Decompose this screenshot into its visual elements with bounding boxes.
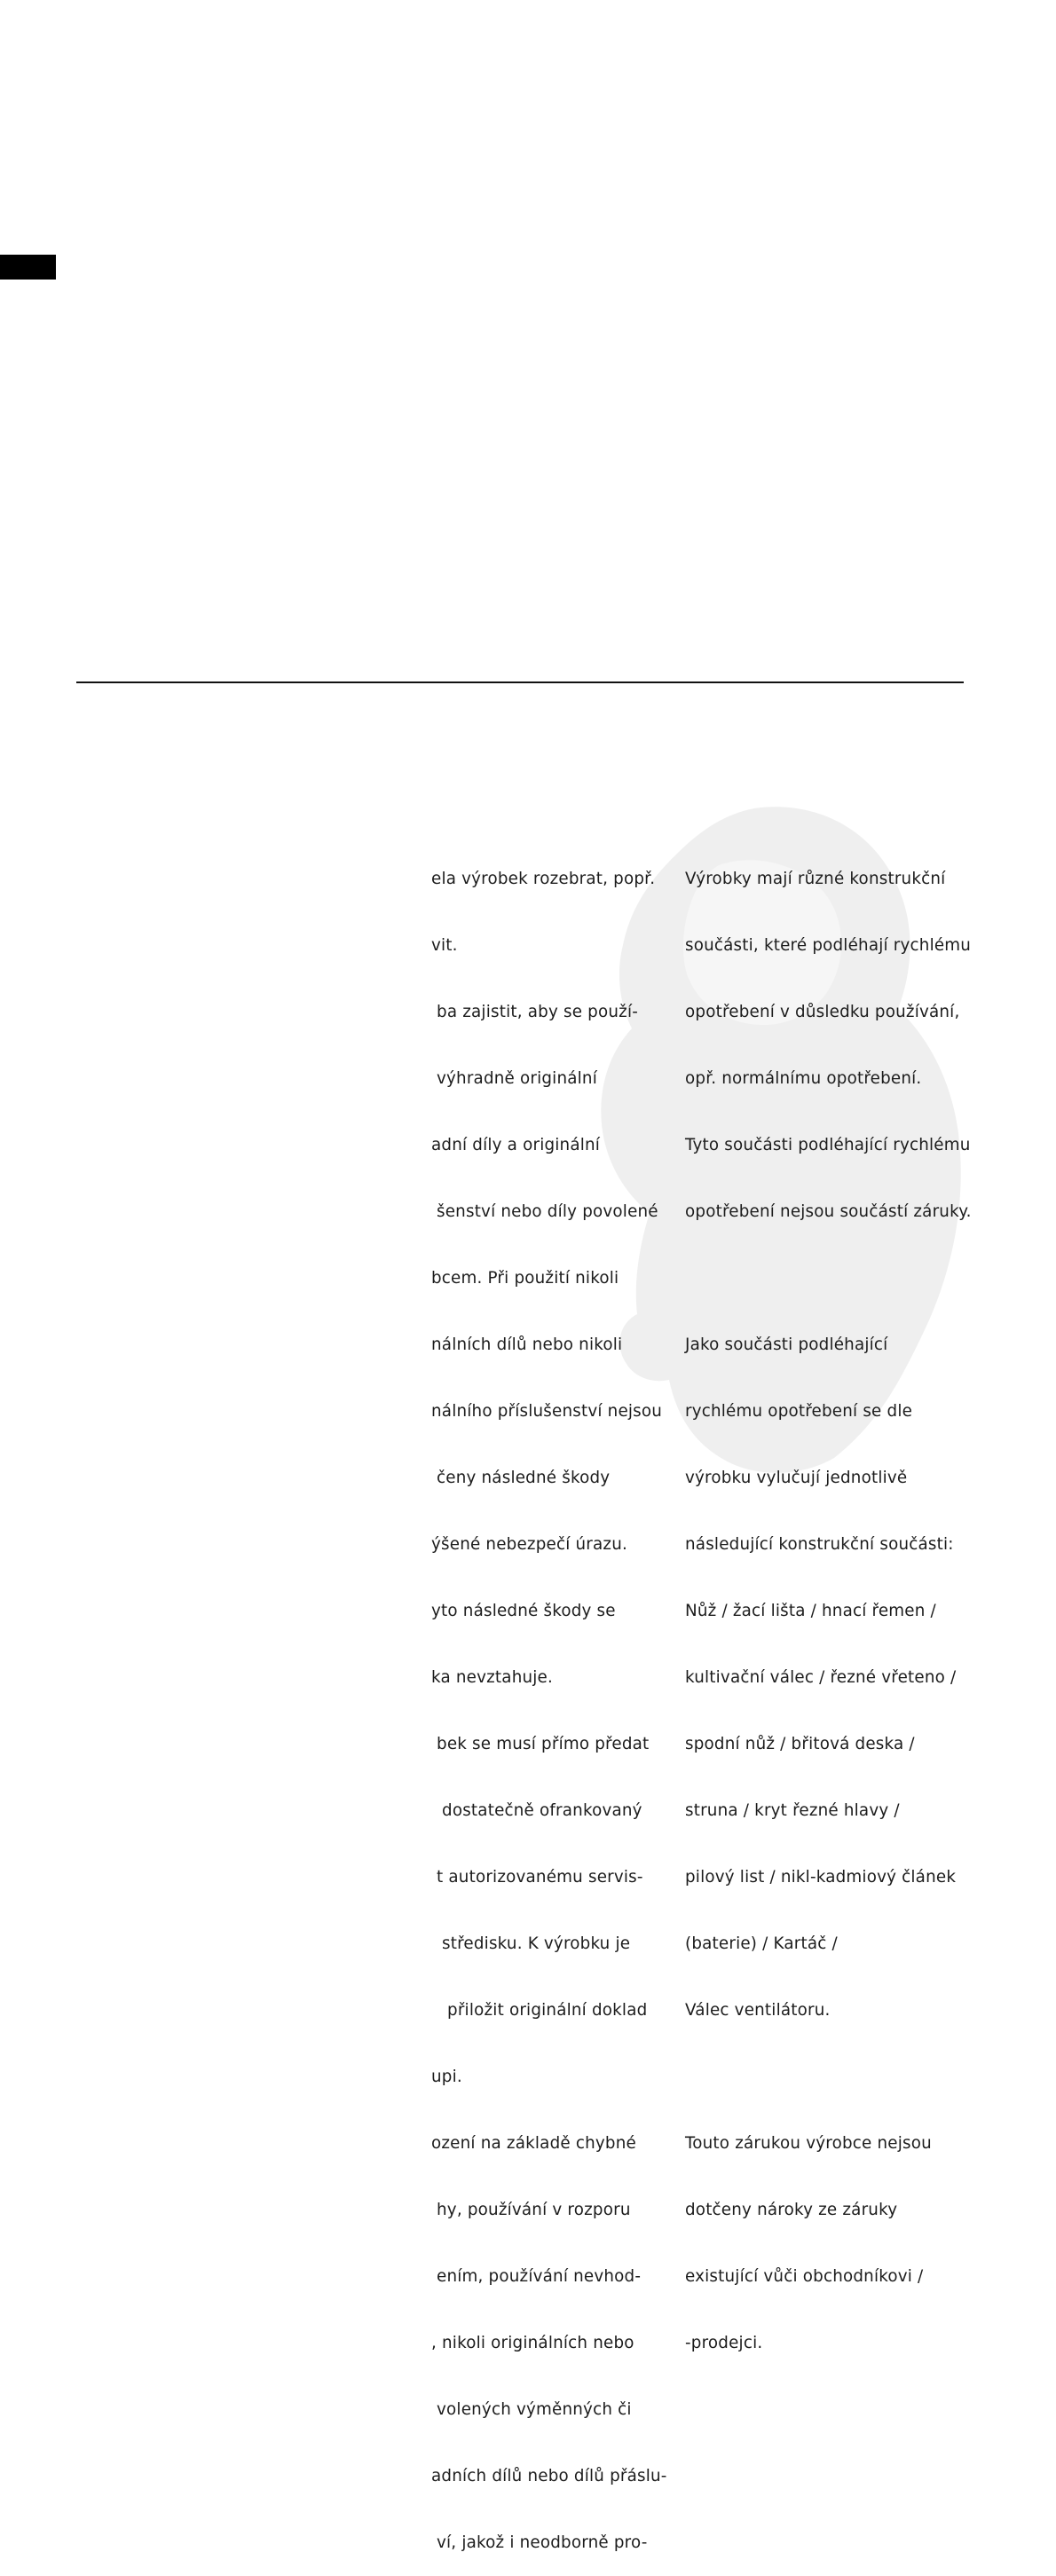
left-line: hy, používání v rozporu — [431, 2201, 631, 2219]
right-line: existující vůči obchodníkovi / — [685, 2267, 924, 2286]
left-line: vit. — [431, 936, 458, 955]
right-line: pilový list / nikl-kadmiový článek — [685, 1868, 957, 1887]
right-line: dotčeny nároky ze záruky — [685, 2201, 898, 2219]
left-line: bcem. Při použití nikoli — [431, 1269, 619, 1288]
left-line: ýšené nebezpečí úrazu. — [431, 1535, 628, 1554]
left-line: nálního příslušenství nejsou — [431, 1402, 663, 1421]
left-line: ození na základě chybné — [431, 2134, 636, 2153]
right-line: následující konstrukční součásti: — [685, 1535, 954, 1554]
left-line: adní díly a originální — [431, 1136, 601, 1154]
left-text-column — [431, 823, 671, 2576]
right-line: Nůž / žací lišta / hnací řemen / — [685, 1602, 936, 1620]
right-line — [685, 2066, 967, 2088]
left-line: ví, jakož i neodborně pro- — [431, 2533, 648, 2552]
left-line: yto následné škody se — [431, 1602, 616, 1620]
left-line: ka nevztahuje. — [431, 1668, 554, 1687]
right-line — [685, 1267, 967, 1289]
right-line: -prodejci. — [685, 2334, 763, 2352]
left-line: čeny následné škody — [431, 1469, 611, 1487]
left-line: středisku. K výrobku je — [431, 1934, 631, 1953]
right-line: spodní nůž / břitová deska / — [685, 1735, 915, 1753]
right-line: Výrobky mají různé konstrukční — [685, 870, 946, 888]
left-line: ením, používání nevhod- — [431, 2267, 642, 2286]
right-line: součásti, které podléhají rychlému — [685, 936, 972, 955]
right-line: Tyto součásti podléhající rychlému — [685, 1136, 971, 1154]
left-line: ba zajistit, aby se použí- — [431, 1003, 639, 1021]
left-line: volených výměnných či — [431, 2400, 632, 2419]
right-line: kultivační válec / řezné vřeteno / — [685, 1668, 957, 1687]
right-line: opř. normálnímu opotřebení. — [685, 1069, 922, 1088]
left-line: dostatečně ofrankovaný — [431, 1801, 642, 1820]
left-line: upi. — [431, 2068, 462, 2086]
left-line: bek se musí přímo předat — [431, 1735, 650, 1753]
horizontal-divider — [76, 681, 964, 683]
left-line: t autorizovanému servis- — [431, 1868, 643, 1887]
left-line: šenství nebo díly povolené — [431, 1202, 658, 1221]
left-line: přiložit originální doklad — [431, 2001, 648, 2020]
right-line: rychlému opotřebení se dle — [685, 1402, 913, 1421]
right-line: opotřebení v důsledku používání, — [685, 1003, 960, 1021]
right-line: (baterie) / Kartáč / — [685, 1934, 838, 1953]
right-line: výrobku vylučují jednotlivě — [685, 1469, 908, 1487]
left-line: nálních dílů nebo nikoli — [431, 1335, 623, 1354]
right-line: Jako součásti podléhající — [685, 1335, 888, 1354]
right-line: struna / kryt řezné hlavy / — [685, 1801, 900, 1820]
left-line: , nikoli originálních nebo — [431, 2334, 634, 2352]
right-line: Touto zárukou výrobce nejsou — [685, 2134, 932, 2153]
left-line: výhradně originální — [431, 1069, 597, 1088]
left-line: adních dílů nebo dílů přáslu- — [431, 2467, 667, 2485]
right-line: Válec ventilátoru. — [685, 2001, 831, 2020]
right-text-column — [685, 823, 972, 2376]
left-line: ela výrobek rozebrat, popř. — [431, 870, 656, 888]
side-tab-marker — [0, 255, 56, 280]
right-line: opotřebení nejsou součástí záruky. — [685, 1202, 972, 1221]
